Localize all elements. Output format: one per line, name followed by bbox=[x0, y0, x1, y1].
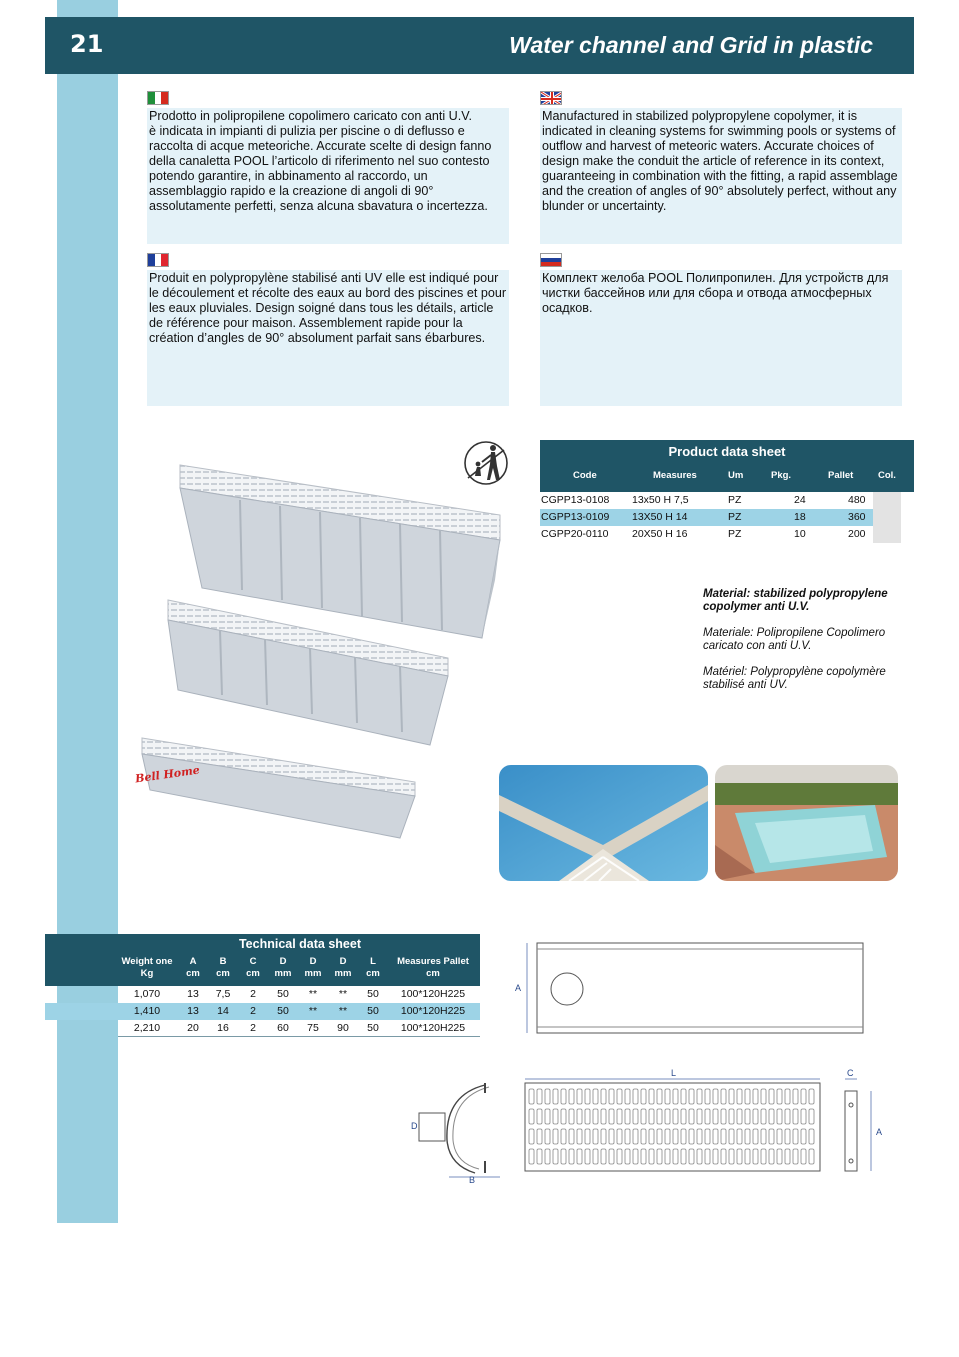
tech-cell: 2 bbox=[250, 988, 256, 1000]
technical-sheet-bottom-rule bbox=[118, 1036, 480, 1037]
col-pkg: Pkg. bbox=[771, 470, 792, 481]
brand-logo-text: Bell Home bbox=[134, 763, 201, 786]
tech-cell: 100*120H225 bbox=[400, 1022, 466, 1034]
dim-label-b: B bbox=[469, 1175, 476, 1185]
description-ru-text: Комплект желоба POOL Полипропилен. Для устройств для чистки бассейнов или для сбора и отвода атмосферных осадков. bbox=[542, 271, 889, 315]
col-code: Code bbox=[573, 470, 597, 481]
product-cell-um: PZ bbox=[728, 494, 742, 506]
description-en-text: Manufactured in stabilized polypropylene copolymer, it is indicated in cleaning systems for swimming pools or systems of outflow and harvest of meteoric waters. Accurate choices of design make the conduit the article of reference in its context, guaranteeing in combination with the fitting, a rapid assemblage and the creation of angles of 90° absolutely perfect, without any blunder or uncertainty. bbox=[542, 109, 898, 213]
tech-cell: 20 bbox=[187, 1022, 199, 1034]
page-number: 21 bbox=[70, 30, 104, 58]
tech-col-header bbox=[301, 956, 325, 980]
tech-col-top: L bbox=[370, 956, 376, 967]
tech-col-unit: mm bbox=[334, 968, 352, 979]
dim-label-c: C bbox=[847, 1068, 854, 1078]
tech-col-top: B bbox=[219, 956, 227, 967]
col-col: Col. bbox=[878, 470, 896, 481]
pool-landscape-photo bbox=[715, 765, 898, 881]
tech-col-header bbox=[271, 956, 295, 980]
product-cell-measures: 13X50 H 14 bbox=[632, 511, 688, 523]
product-cell-measures: 20X50 H 16 bbox=[632, 528, 688, 540]
tech-cell: 75 bbox=[307, 1022, 319, 1034]
material-en: Material: stabilized polypropylene copolymer anti U.V. bbox=[703, 588, 888, 613]
dim-label-a-side: A bbox=[515, 983, 522, 993]
product-cell-measures: 13x50 H 7,5 bbox=[632, 494, 689, 506]
technical-sheet-title: Technical data sheet bbox=[238, 937, 362, 951]
tech-col-header bbox=[211, 956, 235, 980]
description-fr bbox=[147, 270, 509, 406]
tech-cell: ** bbox=[308, 988, 318, 1000]
tech-row bbox=[45, 986, 480, 1003]
tech-cell: 1,070 bbox=[133, 988, 161, 1000]
tech-cell: 50 bbox=[277, 1005, 289, 1017]
product-cell-pallet: 200 bbox=[848, 528, 866, 540]
tech-col-unit: cm bbox=[426, 968, 440, 979]
col-pallet: Pallet bbox=[828, 470, 854, 481]
tech-cell: 14 bbox=[217, 1005, 229, 1017]
tech-cell: ** bbox=[308, 1005, 318, 1017]
product-row bbox=[540, 509, 873, 526]
tech-col-header bbox=[331, 956, 355, 980]
channel-products-illustration bbox=[130, 440, 510, 850]
tech-col-top: D bbox=[309, 956, 317, 967]
page-title: Water channel and Grid in plastic bbox=[509, 32, 873, 58]
description-it-text: Prodotto in polipropilene copolimero caricato con anti U.V. è indicata in impianti di pulizia per piscine o di deflusso e raccolta di acque meteoriche. Accurate scelte di design fanno della canaletta POOL l’articolo di riferimento nel suo contesto potendo garantire, in abbinamento al raccordo, un assemblaggio rapido e la creazione di angoli di 90° assolutamente perfetti, senza alcuna sbavatura o incertezza. bbox=[149, 109, 492, 213]
tech-col-header bbox=[388, 956, 478, 980]
tech-col-unit: mm bbox=[304, 968, 322, 979]
product-data-sheet bbox=[540, 440, 914, 543]
product-cell-pkg: 18 bbox=[794, 511, 806, 523]
tech-cell: 90 bbox=[337, 1022, 349, 1034]
pool-corner-photo bbox=[499, 765, 708, 881]
material-it: Materiale: Polipropilene Copolimero caricato con anti U.V. bbox=[703, 627, 886, 652]
tech-col-unit: cm bbox=[216, 968, 230, 979]
tech-cell: 1,410 bbox=[133, 1005, 161, 1017]
technical-sheet-header bbox=[45, 934, 480, 986]
tech-cell: 13 bbox=[187, 1005, 199, 1017]
product-cell-code: CGPP13-0109 bbox=[541, 511, 610, 523]
italy-flag-icon bbox=[147, 91, 169, 105]
tech-cell: ** bbox=[338, 1005, 348, 1017]
product-cell-pkg: 10 bbox=[794, 528, 806, 540]
dim-label-l: L bbox=[671, 1068, 677, 1078]
product-cell-um: PZ bbox=[728, 528, 742, 540]
description-en bbox=[540, 108, 902, 244]
technical-data-sheet bbox=[45, 934, 480, 1037]
tech-row bbox=[45, 1020, 480, 1037]
tech-cell: 100*120H225 bbox=[400, 988, 466, 1000]
tech-col-unit: cm bbox=[186, 968, 200, 979]
channel-section-drawings bbox=[405, 1065, 905, 1185]
tech-row bbox=[45, 1003, 480, 1020]
tech-col-header bbox=[181, 956, 205, 980]
tech-col-top: Weight one bbox=[121, 956, 173, 967]
material-notes bbox=[703, 588, 913, 705]
tech-cell: 7,5 bbox=[215, 988, 231, 1000]
product-cell-pallet: 480 bbox=[848, 494, 866, 506]
tech-col-top: D bbox=[279, 956, 287, 967]
product-cell-pkg: 24 bbox=[794, 494, 806, 506]
tech-cell: 50 bbox=[277, 988, 289, 1000]
tech-col-top: C bbox=[249, 956, 257, 967]
tech-cell: 16 bbox=[217, 1022, 229, 1034]
product-cell-um: PZ bbox=[728, 511, 742, 523]
tech-cell: 60 bbox=[277, 1022, 289, 1034]
tech-col-unit: cm bbox=[246, 968, 260, 979]
tech-cell: 2,210 bbox=[133, 1022, 161, 1034]
dim-label-d: D bbox=[411, 1121, 418, 1131]
description-it bbox=[147, 108, 509, 244]
russia-flag-icon bbox=[540, 253, 562, 267]
tech-col-header bbox=[241, 956, 265, 980]
product-sheet-title: Product data sheet bbox=[668, 444, 786, 459]
sidebar-strip bbox=[57, 0, 118, 1223]
product-row bbox=[540, 526, 914, 543]
col-measures: Measures bbox=[653, 470, 697, 481]
tech-cell: 2 bbox=[250, 1022, 256, 1034]
tech-cell: ** bbox=[338, 988, 348, 1000]
tech-col-top: D bbox=[339, 956, 347, 967]
tech-col-top: A bbox=[189, 956, 197, 967]
dim-label-a-end: A bbox=[876, 1127, 883, 1137]
tech-cell: 13 bbox=[187, 988, 199, 1000]
tech-col-top: Measures Pallet bbox=[397, 956, 469, 967]
child-safety-icon bbox=[462, 440, 512, 486]
product-row bbox=[540, 492, 914, 509]
france-flag-icon bbox=[147, 253, 169, 267]
tech-cell: 50 bbox=[367, 988, 379, 1000]
tech-cell: 50 bbox=[367, 1005, 379, 1017]
uk-flag-icon bbox=[540, 91, 562, 105]
description-fr-text: Produit en polypropylène stabilisé anti UV elle est indiqué pour le découlement et récolte des eaux au bord des piscines et pour les eaux pluviales. Design soigné dans tous les détails, article de référence pour maison. Assemblement rapide pour la création d’angles de 90° absolument parfait sans ébarbures. bbox=[149, 271, 507, 345]
product-cell-code: CGPP20-0110 bbox=[541, 528, 609, 540]
tech-col-header bbox=[361, 956, 385, 980]
col-um: Um bbox=[728, 470, 744, 481]
channel-side-drawing bbox=[505, 935, 885, 1045]
description-ru bbox=[540, 270, 902, 406]
tech-cell: 100*120H225 bbox=[400, 1005, 466, 1017]
tech-cell: 50 bbox=[367, 1022, 379, 1034]
material-fr: Matériel: Polypropylène copolymère stabilisé anti UV. bbox=[703, 666, 886, 691]
tech-col-unit: cm bbox=[366, 968, 380, 979]
product-cell-code: CGPP13-0108 bbox=[541, 494, 610, 506]
col-column-fill bbox=[873, 492, 901, 543]
product-sheet-header bbox=[540, 440, 914, 492]
tech-col-header bbox=[117, 956, 177, 980]
tech-cell: 2 bbox=[250, 1005, 256, 1017]
tech-col-unit: mm bbox=[274, 968, 292, 979]
product-cell-pallet: 360 bbox=[848, 511, 866, 523]
tech-col-unit: Kg bbox=[140, 968, 154, 979]
